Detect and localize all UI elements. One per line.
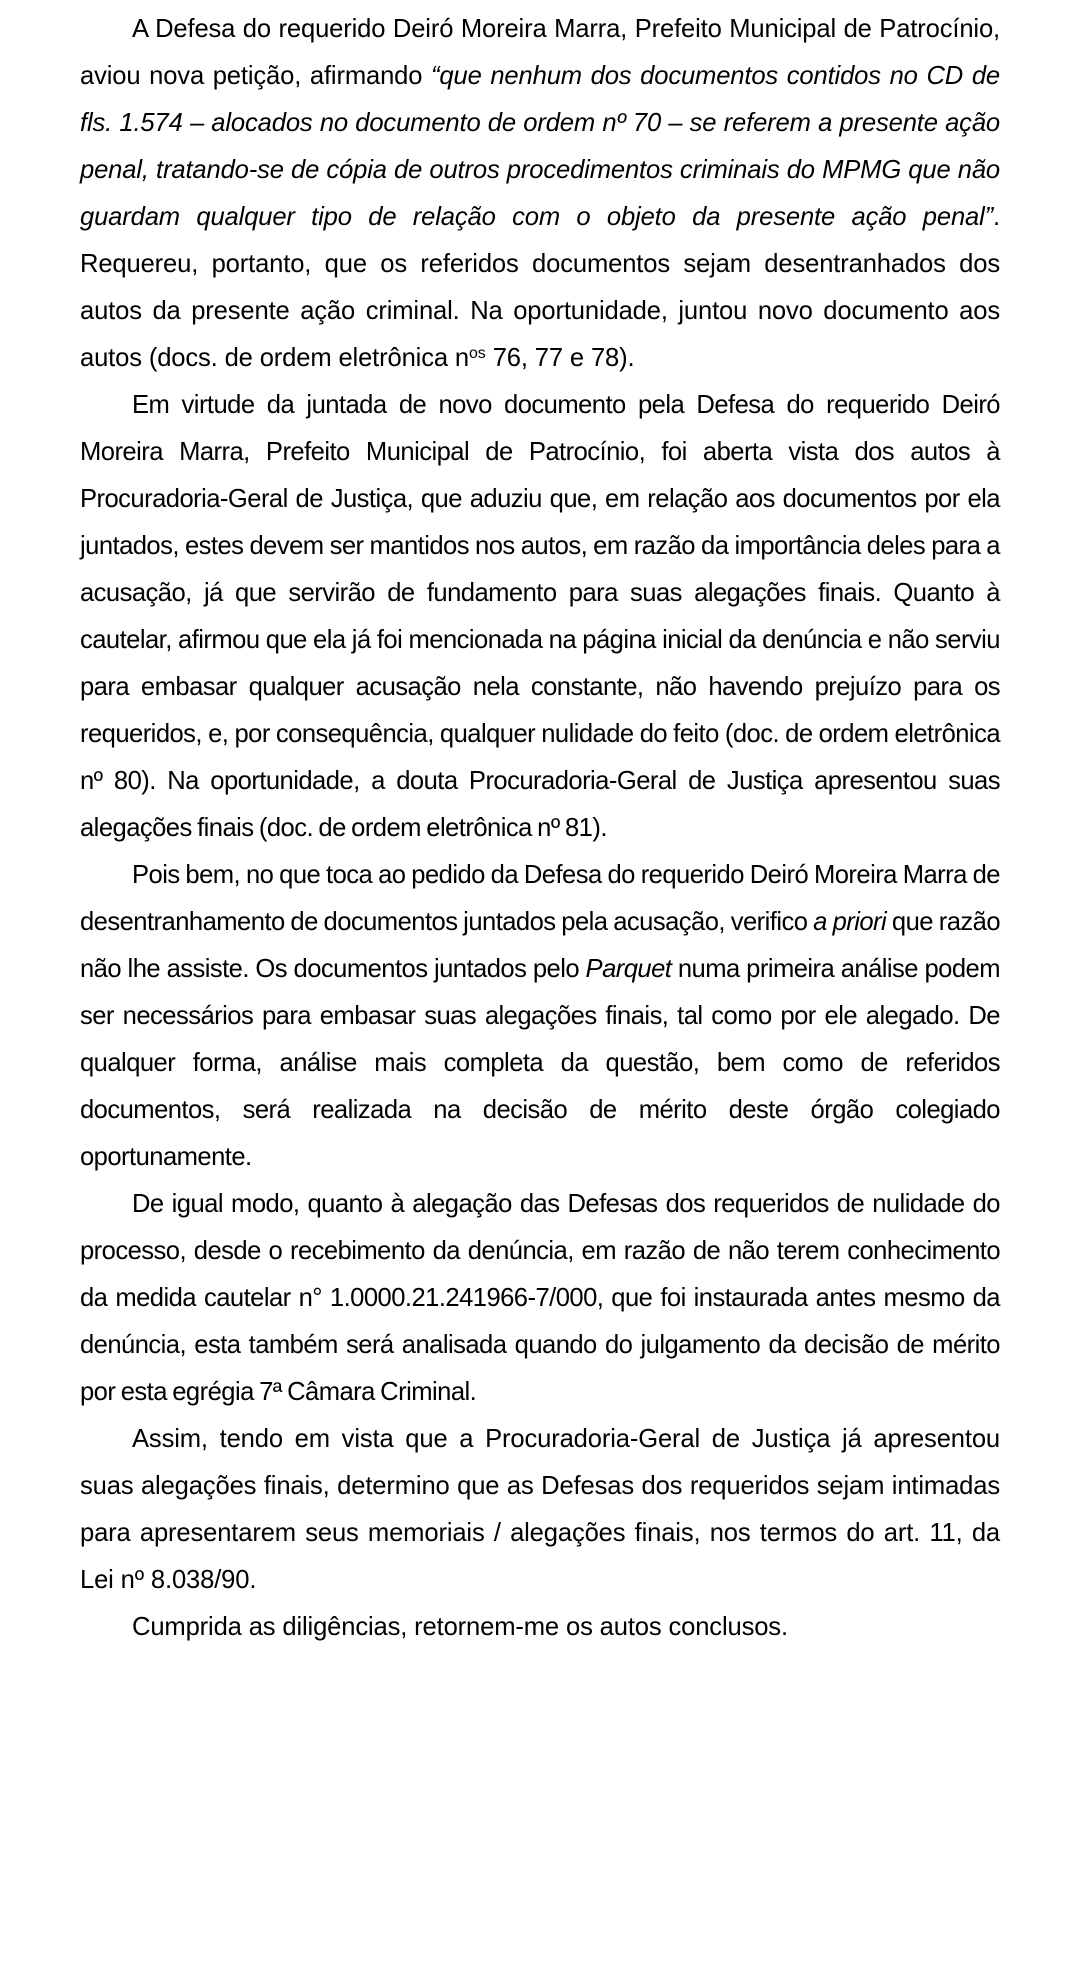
paragraph-5 [80,1416,1000,1604]
paragraph-3-italic-a-priori: a priori [813,908,887,936]
paragraph-2-text: Em virtude da juntada de novo documento pela Defesa do requerido Deiró Moreira Marra, Prefeito Municipal de Patrocínio, foi aberta vista dos autos à Procuradoria-Geral de Justiça, que aduziu que, em relação aos documentos por ela juntados, estes devem ser mantidos nos autos, em razão da importância deles para a acusação, já que servirão de fundamento para suas alegações finais. Quanto à cautelar, afirmou que ela já foi mencionada na página inicial da denúncia e não serviu para embasar qualquer acusação nela constante, não havendo prejuízo para os requeridos, e, por consequência, qualquer nulidade do feito (doc. de ordem eletrônica nº 80). Na oportunidade, a douta Procuradoria-Geral de Justiça apresentou suas alegações finais (doc. de ordem eletrônica nº 81). [80,391,1000,842]
paragraph-6 [80,1604,1000,1651]
paragraph-1-text-after-quote: . Requereu, portanto, que os referidos documentos sejam desentranhados dos autos da presente ação criminal. Na oportunidade, juntou novo documento aos autos (docs. de ordem eletrônica n [80,203,1000,372]
paragraph-1 [80,6,1000,382]
paragraph-3-text-a: Pois bem, no que toca ao pedido da Defesa do requerido Deiró Moreira Marra de desentranhamento de documentos juntados pela acusação, verifico [80,861,1000,936]
ordinal-superscript-os: os [468,344,486,362]
paragraph-3-text-b: que razão não lhe assiste. Os documentos juntados pelo [80,908,1000,983]
document-body [80,0,1000,1651]
paragraph-4 [80,1181,1000,1416]
paragraph-6-text: Cumprida as diligências, retornem-me os autos conclusos. [132,1613,788,1641]
paragraph-1-text-before-quote: A Defesa do requerido Deiró Moreira Marra, Prefeito Municipal de Patrocínio, aviou nova petição, afirmando [80,15,1000,90]
paragraph-2 [80,382,1000,852]
paragraph-1-text-tail: 76, 77 e 78). [485,344,635,372]
paragraph-5-text: Assim, tendo em vista que a Procuradoria-Geral de Justiça já apresentou suas alegações finais, determino que as Defesas dos requeridos sejam intimadas para apresentarem seus memoriais / alegações finais, nos termos do art. 11, da Lei nº 8.038/90. [80,1425,1000,1594]
paragraph-3 [80,852,1000,1181]
paragraph-3-italic-parquet: Parquet [585,955,672,983]
paragraph-4-text: De igual modo, quanto à alegação das Defesas dos requeridos de nulidade do processo, desde o recebimento da denúncia, em razão de não terem conhecimento da medida cautelar n° 1.0000.21.241966-7/000, que foi instaurada antes mesmo da denúncia, esta também será analisada quando do julgamento da decisão de mérito por esta egrégia 7ª Câmara Criminal. [80,1190,1000,1406]
paragraph-3-text-c: numa primeira análise podem ser necessários para embasar suas alegações finais, tal como por ele alegado. De qualquer forma, análise mais completa da questão, bem como de referidos documentos, será realizada na decisão de mérito deste órgão colegiado oportunamente. [80,955,1000,1171]
paragraph-1-quoted-text: “que nenhum dos documentos contidos no CD de fls. 1.574 – alocados no documento de ordem nº 70 – se referem a presente ação penal, tratando-se de cópia de outros procedimentos criminais do MPMG que não guardam qualquer tipo de relação com o objeto da presente ação penal” [80,62,1000,231]
